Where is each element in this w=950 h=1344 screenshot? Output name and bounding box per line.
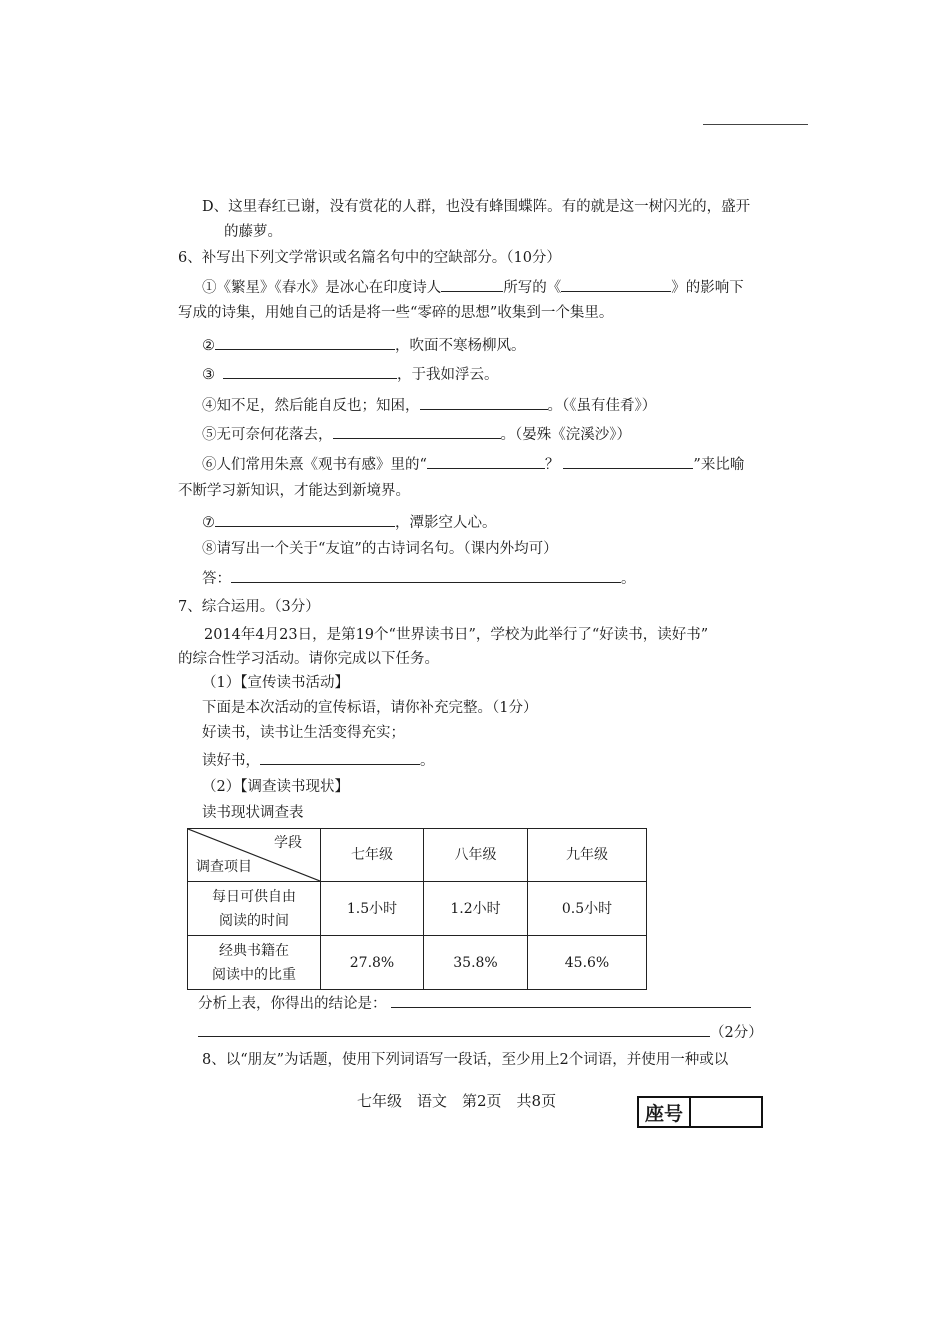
corner-label-item: 调查项目 <box>196 859 252 875</box>
table-header-grade7: 七年级 <box>321 829 424 882</box>
seat-number-box <box>637 1096 763 1128</box>
table-header-row <box>188 829 647 882</box>
q6-item3-mark: ③ <box>202 367 215 383</box>
table-row-label <box>188 882 321 936</box>
header-rule <box>703 124 808 125</box>
q6-item5 <box>202 422 631 445</box>
q6-item2 <box>202 333 526 356</box>
q6-item6 <box>202 452 744 475</box>
table-cell: 1.2小时 <box>424 882 528 936</box>
q6-item1-text-a: ①《繁星》《春水》是冰心在印度诗人 <box>202 280 442 296</box>
row1-label-line2: 阅读的时间 <box>219 912 289 929</box>
q6-item7-mark: ⑦ <box>202 515 215 531</box>
table-corner-cell <box>188 829 321 882</box>
corner-label-grade: 学段 <box>274 835 302 851</box>
q7-intro-line1: 2014年4月23日，是第19个“世界读书日”，学校为此举行了“好读书，读好书” <box>204 627 709 643</box>
table-header-grade9: 九年级 <box>528 829 647 882</box>
q6-item5-text-b: 。（晏殊《浣溪沙》） <box>500 427 631 443</box>
q6-item1-blank-poet[interactable] <box>441 275 503 292</box>
q8-text: 8、以“朋友”为话题，使用下列词语写一段话，至少用上2个词语，并使用一种或以 <box>202 1052 729 1068</box>
seat-number-label: 座号 <box>639 1098 691 1126</box>
q6-item4-text-b: 。（《虽有佳肴》） <box>547 398 657 414</box>
table-row <box>188 936 647 990</box>
q6-item7 <box>202 510 497 533</box>
q7-analysis-score: （2分） <box>710 1025 763 1041</box>
row2-label-line1: 经典书籍在 <box>219 942 289 959</box>
table-header-grade8: 八年级 <box>424 829 528 882</box>
table-cell: 45.6% <box>528 936 647 990</box>
q6-item2-text: ，吹面不寒杨柳风。 <box>395 338 526 354</box>
seat-number-field[interactable] <box>691 1098 761 1126</box>
q7-analysis-blank-2[interactable] <box>198 1020 710 1037</box>
row2-label-line2: 阅读中的比重 <box>212 966 296 983</box>
page-footer: 七年级 语文 第2页 共8页 <box>357 1092 557 1110</box>
q6-item4-blank[interactable] <box>420 393 548 410</box>
row1-label-line1: 每日可供自由 <box>212 888 296 905</box>
q6-item5-text-a: ⑤无可奈何花落去， <box>202 427 333 443</box>
q7-part1-title: （1）【宣传读书活动】 <box>202 675 349 691</box>
q6-item6-blank-2[interactable] <box>563 452 693 469</box>
q6-item1-text-b: 所写的《 <box>503 280 562 296</box>
q6-item1 <box>202 275 744 298</box>
table-row <box>188 882 647 936</box>
table-row-label <box>188 936 321 990</box>
q6-item6-blank-1[interactable] <box>427 452 545 469</box>
q7-analysis-blank-1[interactable] <box>391 991 751 1008</box>
q6-item6-text-a: ⑥人们常用朱熹《观书有感》里的“ <box>202 457 427 473</box>
q6-item2-mark: ② <box>202 338 215 354</box>
q6-item8-answer <box>202 566 636 589</box>
q6-item6-text-b: ？ <box>544 457 560 473</box>
q7-slogan-blank[interactable] <box>260 748 420 765</box>
q7-title: 7、综合运用。（3分） <box>178 599 320 615</box>
q6-item3 <box>202 362 499 385</box>
table-caption: 读书现状调查表 <box>202 805 304 821</box>
q6-item1-blank-title[interactable] <box>561 275 671 292</box>
table-cell: 35.8% <box>424 936 528 990</box>
q6-item2-blank[interactable] <box>215 333 395 350</box>
q6-item8: ⑧请写出一个关于“友谊”的古诗词名句。（课内外均可） <box>202 541 558 557</box>
q6-answer-blank[interactable] <box>231 566 621 583</box>
q6-item3-blank[interactable] <box>223 362 397 379</box>
q6-item3-text: ，于我如浮云。 <box>397 367 499 383</box>
q6-answer-end: 。 <box>621 571 636 587</box>
q7-analysis-label: 分析上表，你得出的结论是： <box>198 996 387 1012</box>
q6-title: 6、补写出下列文学常识或名篇名句中的空缺部分。（10分） <box>178 250 561 266</box>
table-cell: 0.5小时 <box>528 882 647 936</box>
q5-option-d-line2: 的藤萝。 <box>224 224 282 240</box>
q6-item7-text: ，潭影空人心。 <box>395 515 497 531</box>
table-cell: 27.8% <box>321 936 424 990</box>
q6-item4-text-a: ④知不足，然后能自反也；知困， <box>202 398 420 414</box>
q6-item5-blank[interactable] <box>333 422 501 439</box>
q7-part2-title: （2）【调查读书现状】 <box>202 779 349 795</box>
q7-slogan-line1: 好读书，读书让生活变得充实； <box>202 725 405 741</box>
q7-slogan2-text: 读好书， <box>202 753 260 769</box>
q7-intro-line2: 的综合性学习活动。请你完成以下任务。 <box>178 651 439 667</box>
q7-analysis-line2 <box>198 1020 763 1043</box>
q5-option-d-line1: D、这里春红已谢，没有赏花的人群，也没有蜂围蝶阵。有的就是这一树闪光的，盛开 <box>202 199 751 215</box>
q6-item6-text-c: ”来比喻 <box>693 457 745 473</box>
q6-item1-text-c: 》的影响下 <box>671 280 744 296</box>
q7-slogan2-end: 。 <box>420 753 435 769</box>
reading-survey-table <box>187 828 647 990</box>
q7-analysis <box>198 991 751 1014</box>
q6-item6-line2: 不断学习新知识，才能达到新境界。 <box>178 483 410 499</box>
q7-slogan-line2 <box>202 748 435 771</box>
q6-item1-line2: 写成的诗集，用她自己的话是将一些“零碎的思想”收集到一个集里。 <box>178 305 614 321</box>
q6-answer-label: 答： <box>202 571 231 587</box>
q7-part1-desc: 下面是本次活动的宣传标语，请你补充完整。（1分） <box>202 700 538 716</box>
table-cell: 1.5小时 <box>321 882 424 936</box>
q6-item4 <box>202 393 656 416</box>
q6-item7-blank[interactable] <box>215 510 395 527</box>
